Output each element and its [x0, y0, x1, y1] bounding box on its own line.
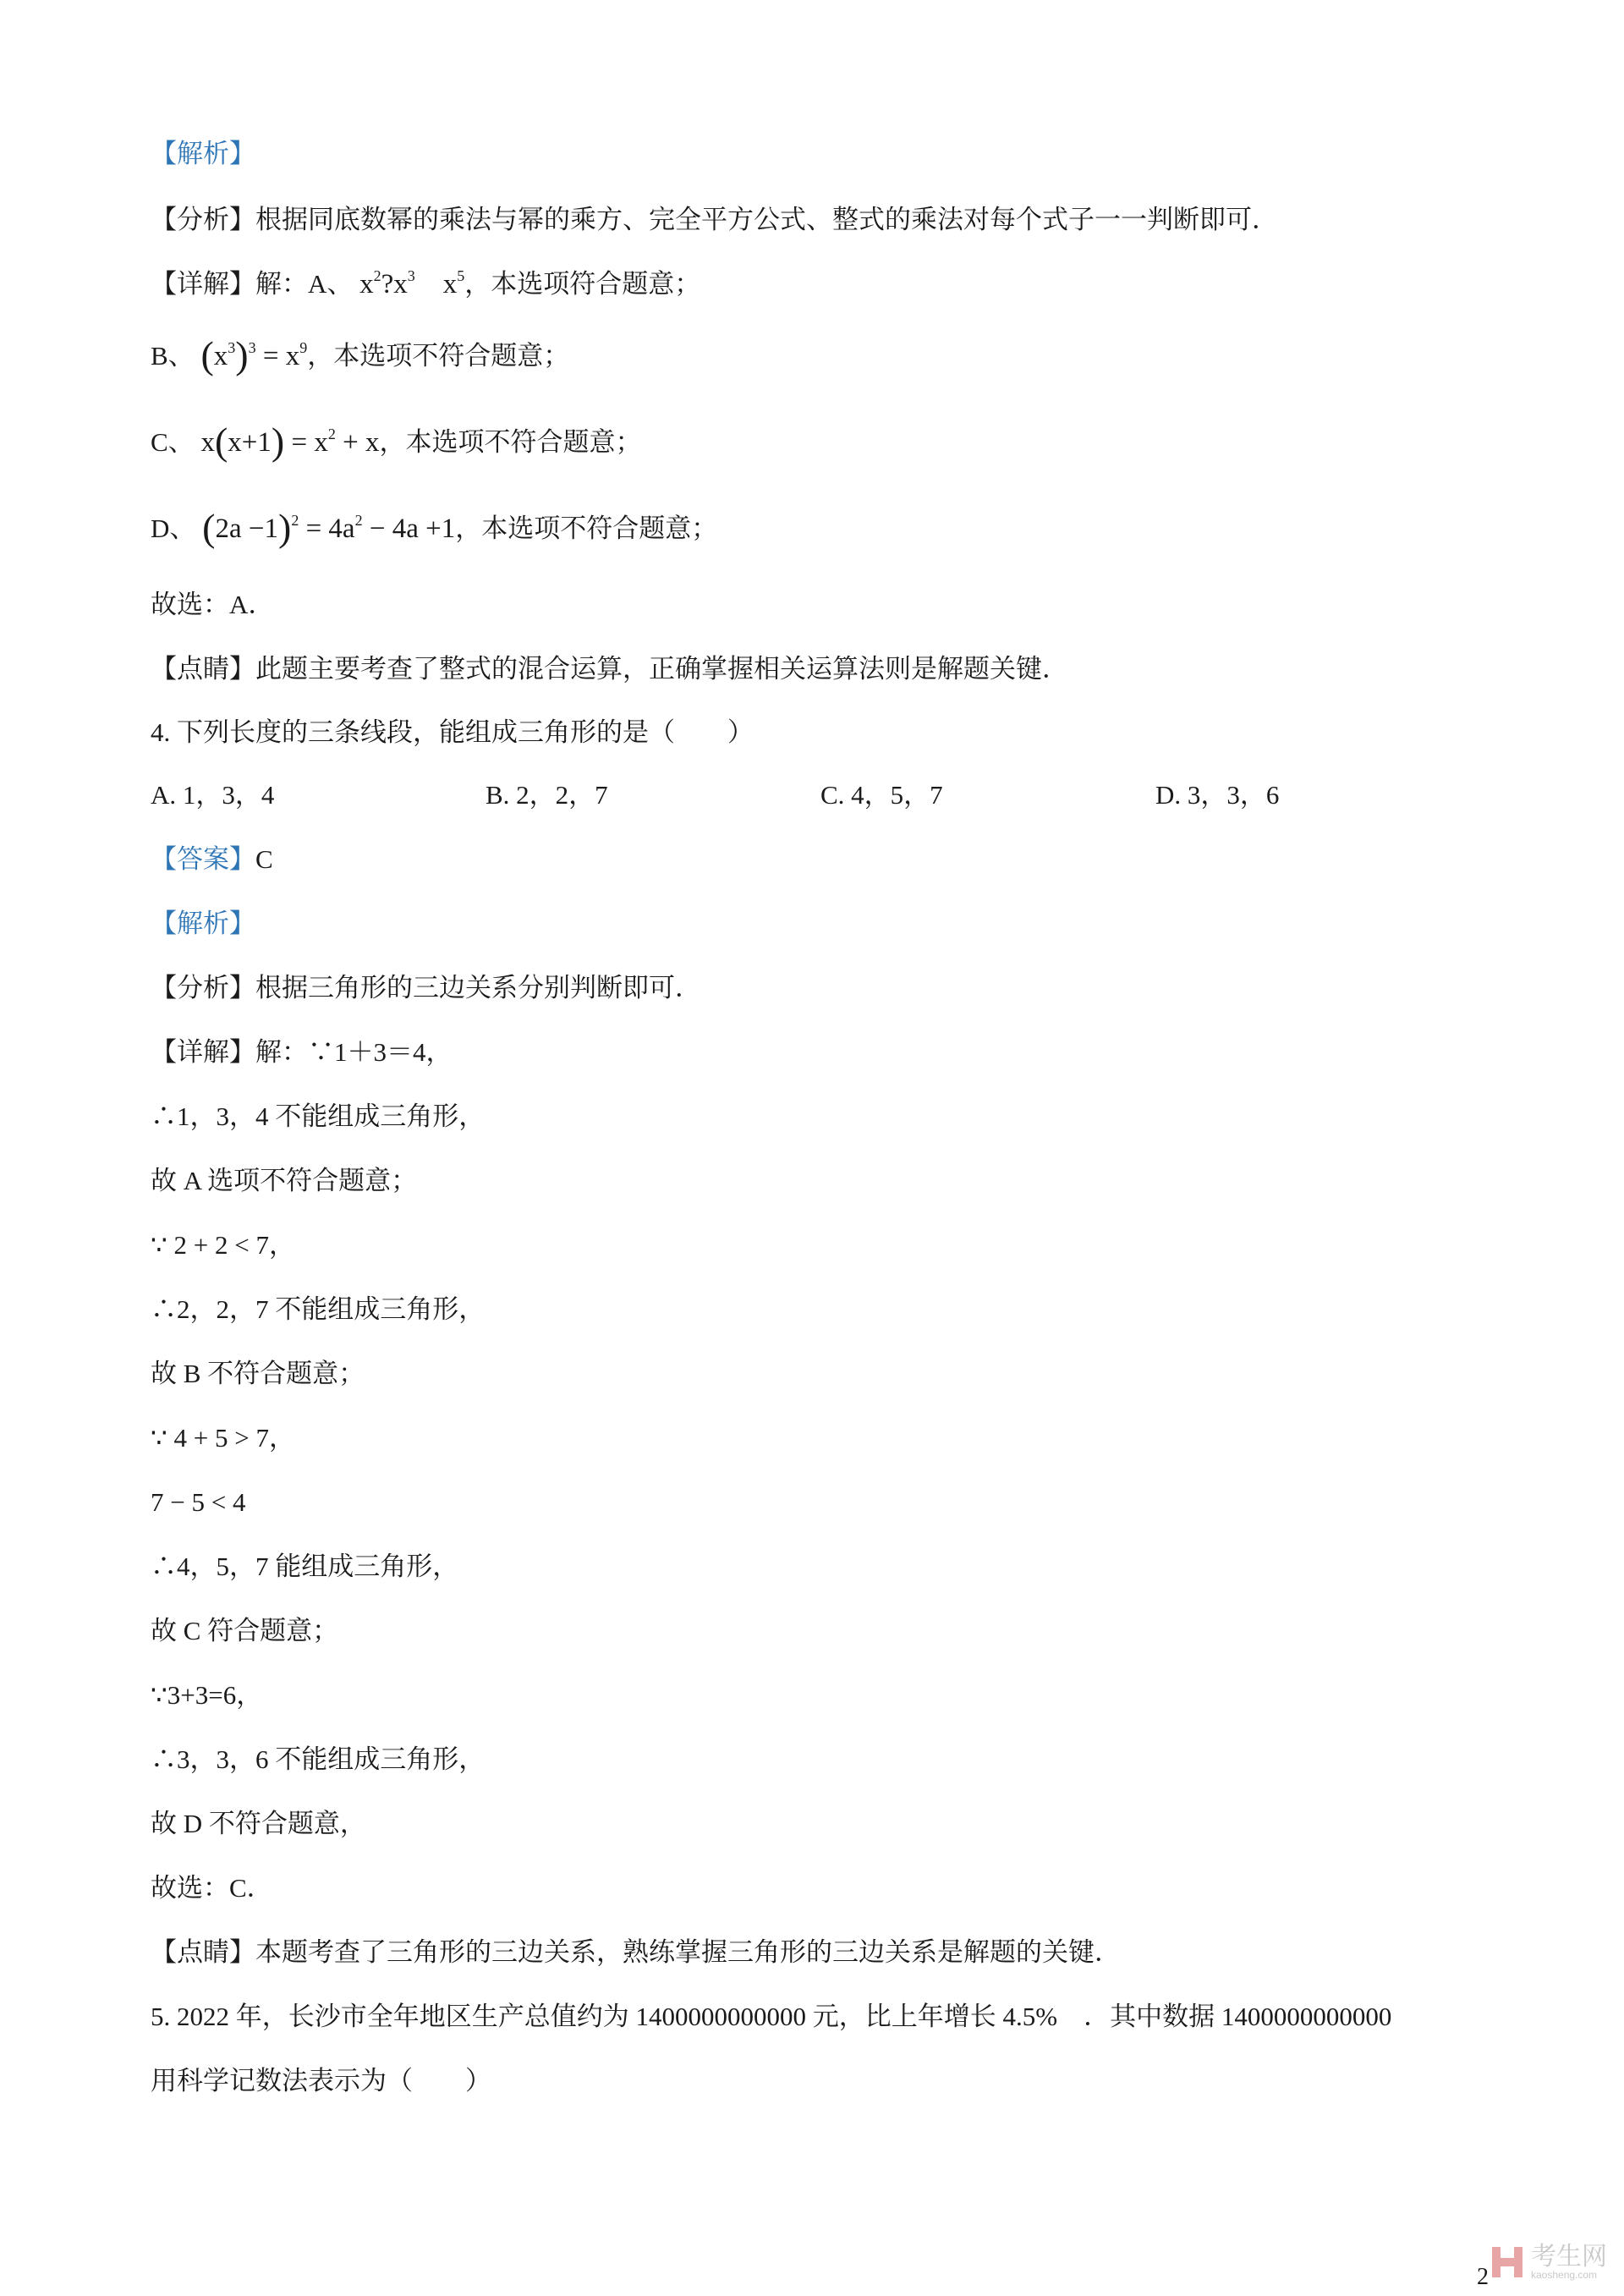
step-line: 7 − 5 < 4: [151, 1487, 246, 1517]
choose-answer-2: 故选：C．: [151, 1873, 273, 1903]
question-5-line-1: 5. 2022 年，长沙市全年地区生产总值约为 1400000000000 元，比上年增长 4.5% ．其中数据 1400000000000: [151, 2002, 1392, 2031]
formula-a: $x^2?x^3$ $x^5$: [359, 267, 465, 299]
q4-option-d: D. 3，3，6: [1155, 780, 1280, 810]
formula-c: $x(x+1) = x^2 + x$: [200, 420, 380, 463]
detail-line-c: C、 $x(x+1) = x^2 + x$，本选项不符合题意；: [151, 420, 642, 463]
step-line: 故 A 选项不符合题意；: [151, 1166, 418, 1195]
step-line: ∴1，3，4 不能组成三角形，: [151, 1101, 486, 1131]
choose-answer-1: 故选：A．: [151, 590, 275, 619]
section-header-analysis: 【解析】: [151, 139, 255, 168]
step-line: ∴4，5，7 能组成三角形，: [151, 1552, 459, 1581]
step-line: ∵ 4 + 5 > 7，: [151, 1423, 295, 1453]
section-header-analysis-2: 【解析】: [151, 909, 255, 938]
answer-line: [151, 843, 273, 876]
logo-domain: kaosheng.com: [1531, 2269, 1598, 2281]
analysis-text-2: 【分析】根据三角形的三边关系分别判断即可．: [151, 973, 701, 1002]
detail-text-2: 【详解】解：∵1＋3＝4，: [151, 1037, 453, 1067]
q4-option-c: C. 4，5，7: [820, 780, 943, 810]
question-5-line-2: 用科学记数法表示为（ ）: [151, 2066, 491, 2096]
step-line: 故 C 符合题意；: [151, 1616, 339, 1645]
step-line: 故 D 不符合题意，: [151, 1809, 366, 1838]
formula-b: $(x^3)^3 = x^9$: [200, 333, 308, 376]
step-line: ∵ 2 + 2 < 7，: [151, 1230, 295, 1260]
answer-label: 【答案】: [151, 844, 255, 874]
page-number: 2: [1477, 2264, 1489, 2290]
comment-1: 【点睛】此题主要考查了整式的混合运算，正确掌握相关运算法则是解题关键．: [151, 654, 1068, 684]
question-4: 4. 下列长度的三条线段，能组成三角形的是（ ）: [151, 717, 754, 747]
watermark-logo: [1489, 2244, 1607, 2281]
logo-icon: [1489, 2244, 1526, 2281]
analysis-text: 【分析】根据同底数幂的乘法与幂的乘方、完全平方公式、整式的乘法对每个式子一一判断即可．: [151, 205, 1278, 234]
detail-line-d: D、 $(2a -1)^2 = 4a^2 - 4a +1$，本选项不符合题意；: [151, 506, 718, 549]
formula-d: $(2a -1)^2 = 4a^2 - 4a +1$: [202, 506, 456, 549]
step-line: ∴3，3，6 不能组成三角形，: [151, 1744, 486, 1774]
step-line: ∴2，2，7 不能组成三角形，: [151, 1294, 486, 1324]
q4-option-b: B. 2，2，7: [486, 780, 608, 810]
detail-line-b: B、 $(x^3)^3 = x^9$，本选项不符合题意；: [151, 333, 570, 376]
q4-option-a: A. 1，3，4: [151, 780, 275, 810]
detail-line-a: 【详解】解：A、 $x^2?x^3$ $x^5$，本选项符合题意；: [151, 267, 701, 299]
comment-2: 【点睛】本题考查了三角形的三边关系，熟练掌握三角形的三边关系是解题的关键．: [151, 1937, 1121, 1967]
step-line: ∵3+3=6，: [151, 1680, 263, 1710]
logo-text: 考生网: [1531, 2242, 1607, 2271]
answer-value: C: [255, 844, 273, 874]
step-line: 故 B 不符合题意；: [151, 1359, 365, 1388]
